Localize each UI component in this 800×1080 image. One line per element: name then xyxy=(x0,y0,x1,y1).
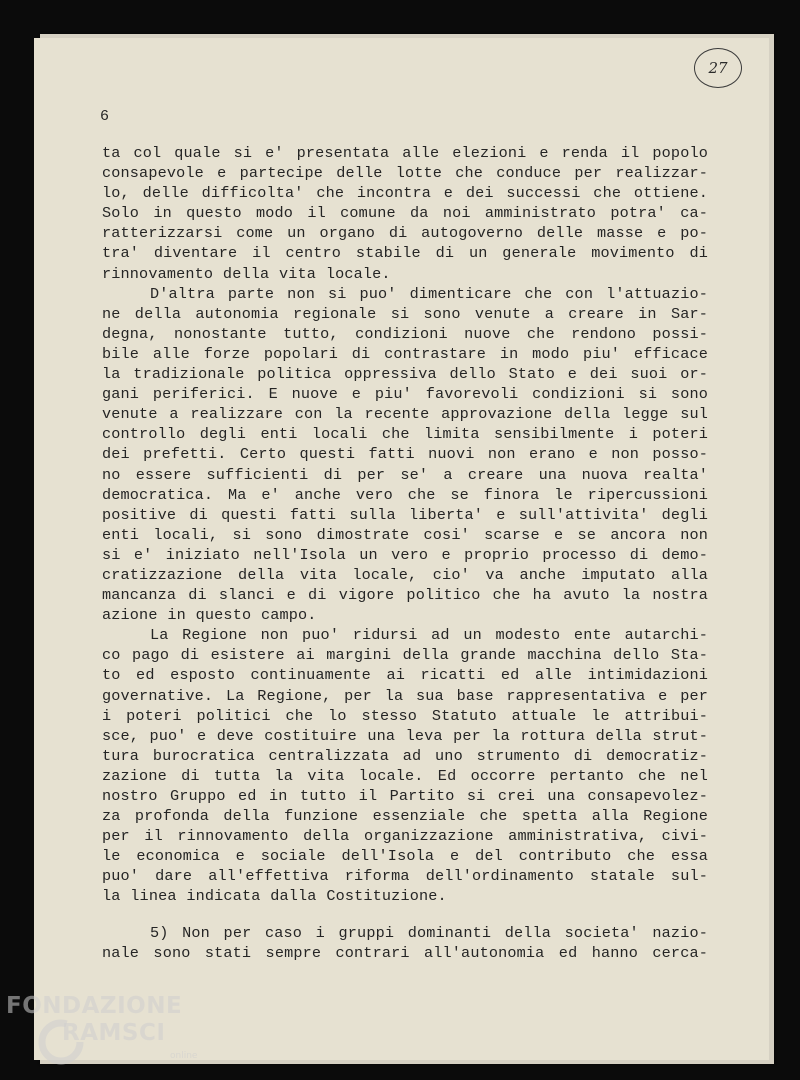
text-line: le economica e sociale dell'Isola e del contributo che essa xyxy=(102,847,708,866)
text-line: si e' iniziato nell'Isola un vero e proprio processo di demo- xyxy=(102,545,708,564)
text-line: bile alle forze popolari di contrastare in modo piu' efficace xyxy=(102,344,708,363)
text-line: dei prefetti. Certo questi fatti nuovi non erano e non posso- xyxy=(102,445,708,464)
text-line: 5) Non per caso i gruppi dominanti della societa' nazio- xyxy=(150,923,708,942)
text-line: tura burocratica centralizzata ad uno strumento di democratiz- xyxy=(102,746,708,765)
text-line: controllo degli enti locali che limita sensibilmente i poteri xyxy=(102,425,708,444)
text-line: per il rinnovamento della organizzazione amministrativa, civi- xyxy=(102,827,708,846)
body-text xyxy=(102,143,708,963)
text-line: la tradizionale politica oppressiva dello Stato e dei suoi or- xyxy=(102,365,708,384)
text-line: no essere sufficienti di per se' a creare una nuova realta' xyxy=(102,465,708,484)
archive-number-stamp xyxy=(694,48,742,88)
text-line: La Regione non puo' ridursi ad un modesto ente autarchi- xyxy=(150,626,708,645)
archive-number: 27 xyxy=(708,59,728,77)
text-line: gani periferici. E nuove e piu' favorevoli condizioni si sono xyxy=(102,385,708,404)
text-line: sce, puo' e deve costituire una leva per la rottura della strut- xyxy=(102,726,708,745)
text-line: zazione di tutta la vita locale. Ed occorre pertanto che nel xyxy=(102,766,708,785)
watermark-line1: FONDAZIONE xyxy=(6,993,183,1019)
text-line: nale sono stati sempre contrari all'autonomia ed hanno cerca- xyxy=(102,943,708,962)
fondazione-gramsci-watermark xyxy=(6,993,206,1073)
text-line: consapevole e partecipe delle lotte che conduce per realizzar- xyxy=(102,164,708,183)
text-line: ta col quale si e' presentata alle elezioni e renda il popolo xyxy=(102,144,708,162)
watermark-line2: RAMSCI xyxy=(62,1020,166,1046)
text-line: degna, nonostante tutto, condizioni nuove che rendono possi- xyxy=(102,324,708,343)
text-line: za profonda della funzione essenziale che spetta alla Regione xyxy=(102,807,708,826)
text-line: ne della autonomia regionale si sono venute a creare in Sar- xyxy=(102,304,708,323)
text-line: rinnovamento della vita locale. xyxy=(102,264,391,283)
text-line: to ed esposto continuamente ai ricatti ed alle intimidazioni xyxy=(102,666,708,685)
text-line: positive di questi fatti sulla liberta' e sull'attivita' degli xyxy=(102,505,708,524)
text-line: D'altra parte non si puo' dimenticare che con l'attuazio- xyxy=(150,284,708,303)
text-line: cratizzazione della vita locale, cio' va anche imputato alla xyxy=(102,565,708,584)
text-line: nostro Gruppo ed in tutto il Partito si crei una consapevolez- xyxy=(102,787,708,805)
text-line: venute a realizzare con la recente approvazione della legge sul xyxy=(102,405,708,424)
text-line: tra' diventare il centro stabile di un generale movimento di xyxy=(102,244,708,263)
text-line: governative. La Regione, per la sua base rappresentativa e per xyxy=(102,686,708,705)
text-line: mancanza di slanci e di vigore politico che ha avuto la nostra xyxy=(102,586,708,605)
text-line: azione in questo campo. xyxy=(102,606,317,625)
watermark-line3: online xyxy=(170,1051,198,1061)
text-line: i poteri politici che lo stesso Statuto attuale le attribui- xyxy=(102,706,708,725)
text-line: la linea indicata dalla Costituzione. xyxy=(102,887,447,906)
text-line: co pago di esistere ai margini della grande macchina dello Sta- xyxy=(102,646,708,665)
text-line: lo, delle difficolta' che incontra e dei successi che ottiene. xyxy=(102,184,708,203)
text-line: Solo in questo modo il comune da noi amministrato potra' ca- xyxy=(102,204,708,223)
text-line: democratica. Ma e' anche vero che se finora le ripercussioni xyxy=(102,485,708,504)
page-number: 6 xyxy=(100,108,110,125)
text-line: enti locali, si sono dimostrate cosi' scarse e se ancora non xyxy=(102,525,708,544)
text-line: puo' dare all'effettiva riforma dell'ordinamento statale sul- xyxy=(102,867,708,886)
text-line: ratterizzarsi come un organo di autogoverno delle masse e po- xyxy=(102,224,708,243)
